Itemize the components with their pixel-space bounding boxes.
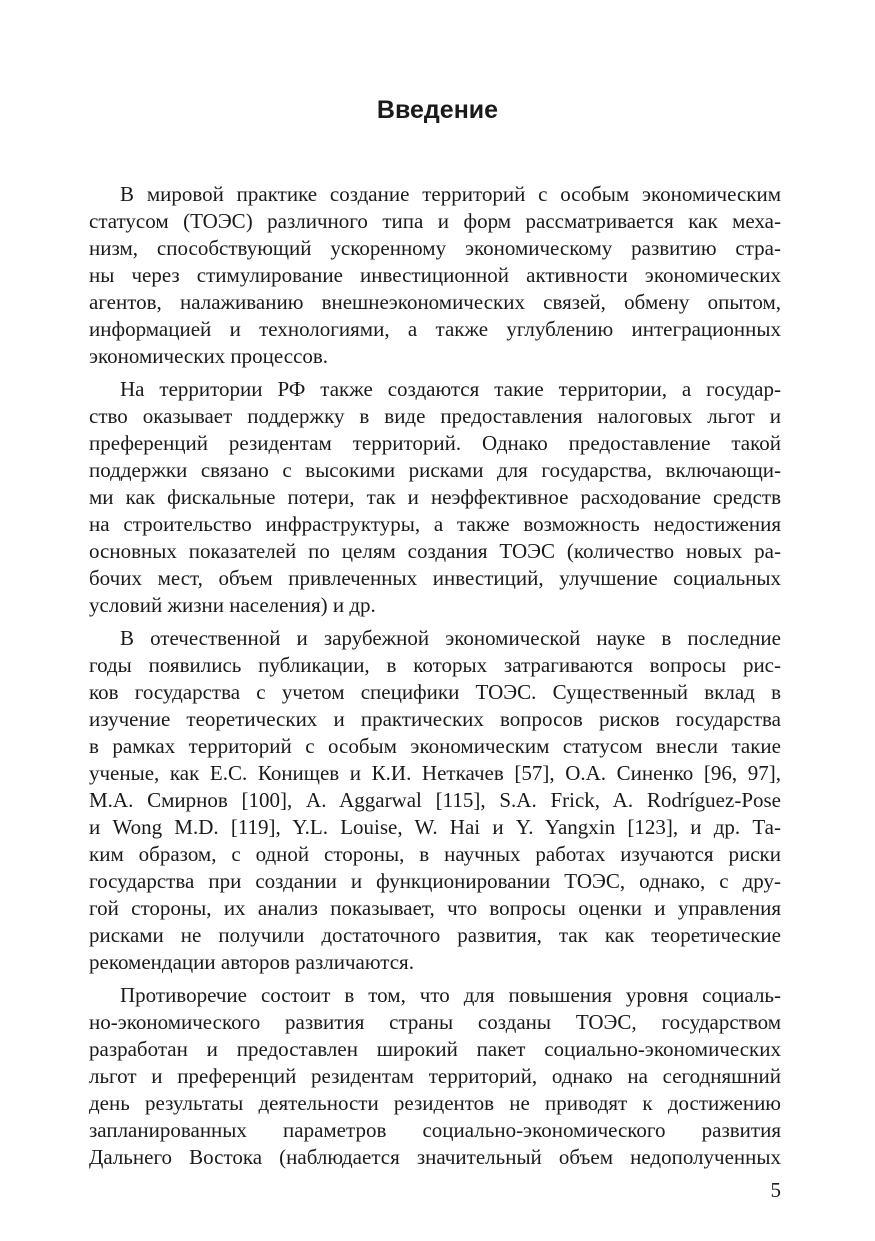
text-line: бочих мест, объем привлеченных инвестиций, улучшение социальных xyxy=(89,566,781,590)
text-line: На территории РФ также создаются такие территории, а государ- xyxy=(120,377,781,401)
text-line: ученые, как Е.С. Конищев и К.И. Неткачев [57], О.А. Синенко [96, 97], xyxy=(89,761,781,785)
text-line: преференций резидентам территорий. Однако предоставление такой xyxy=(89,431,781,455)
text-line: ков государства с учетом специфики ТОЭС. Существенный вклад в xyxy=(89,680,781,704)
page-number: 5 xyxy=(770,1178,781,1202)
text-line: низм, способствующий ускоренному экономическому развитию стра- xyxy=(89,236,781,260)
text-line: ство оказывает поддержку в виде предоставления налоговых льгот и xyxy=(89,404,781,428)
text-line: разработан и предоставлен широкий пакет социально-экономических xyxy=(89,1037,781,1061)
page-title: Введение xyxy=(376,96,499,124)
text-line: в рамках территорий с особым экономическим статусом внесли такие xyxy=(89,734,781,758)
text-line: В отечественной и зарубежной экономической науке в последние xyxy=(120,626,781,650)
text-line: основных показателей по целям создания ТОЭС (количество новых ра- xyxy=(89,539,781,563)
body-text xyxy=(89,181,781,1177)
paragraph xyxy=(89,982,781,1171)
text-line: ны через стимулирование инвестиционной активности экономических xyxy=(89,263,781,287)
text-line: информацией и технологиями, а также углублению интеграционных xyxy=(89,317,781,341)
text-line: ким образом, с одной стороны, в научных работах изучаются риски xyxy=(89,842,781,866)
text-line: гой стороны, их анализ показывает, что вопросы оценки и управления xyxy=(89,896,781,920)
paragraph xyxy=(89,181,781,370)
text-line: статусом (ТОЭС) различного типа и форм рассматривается как меха- xyxy=(89,209,781,233)
text-line: В мировой практике создание территорий с особым экономическим xyxy=(120,182,781,206)
text-line: льгот и преференций резидентам территорий, однако на сегодняшний xyxy=(89,1064,781,1088)
text-line: но-экономического развития страны созданы ТОЭС, государством xyxy=(89,1010,781,1034)
text-line: Противоречие состоит в том, что для повышения уровня социаль- xyxy=(120,983,781,1007)
paragraph xyxy=(89,376,781,619)
text-line: ми как фискальные потери, так и неэффективное расходование средств xyxy=(89,485,781,509)
text-line: на строительство инфраструктуры, а также возможность недостижения xyxy=(89,512,781,536)
text-line: рекомендации авторов различаются. xyxy=(89,950,414,974)
text-line: М.А. Смирнов [100], A. Aggarwal [115], S.A. Frick, A. Rodríguez-Pose xyxy=(89,788,781,812)
text-line: поддержки связано с высокими рисками для государства, включающи- xyxy=(89,458,781,482)
text-line: день результаты деятельности резидентов не приводят к достижению xyxy=(89,1091,781,1115)
paragraph xyxy=(89,625,781,976)
text-line: рисками не получили достаточного развития, так как теоретические xyxy=(89,923,781,947)
text-line: годы появились публикации, в которых затрагиваются вопросы рис- xyxy=(89,653,781,677)
text-line: государства при создании и функционировании ТОЭС, однако, с дру- xyxy=(89,869,781,893)
text-line: изучение теоретических и практических вопросов рисков государства xyxy=(89,707,781,731)
text-line: условий жизни населения) и др. xyxy=(89,593,376,617)
text-line: запланированных параметров социально-экономического развития xyxy=(89,1118,781,1142)
text-line: экономических процессов. xyxy=(89,344,329,368)
text-line: Дальнего Востока (наблюдается значительный объем недополученных xyxy=(89,1145,781,1169)
text-line: агентов, налаживанию внешнеэкономических связей, обмену опытом, xyxy=(89,290,781,314)
text-line: и Wong M.D. [119], Y.L. Louise, W. Hai и Y. Yangxin [123], и др. Та- xyxy=(89,815,781,839)
